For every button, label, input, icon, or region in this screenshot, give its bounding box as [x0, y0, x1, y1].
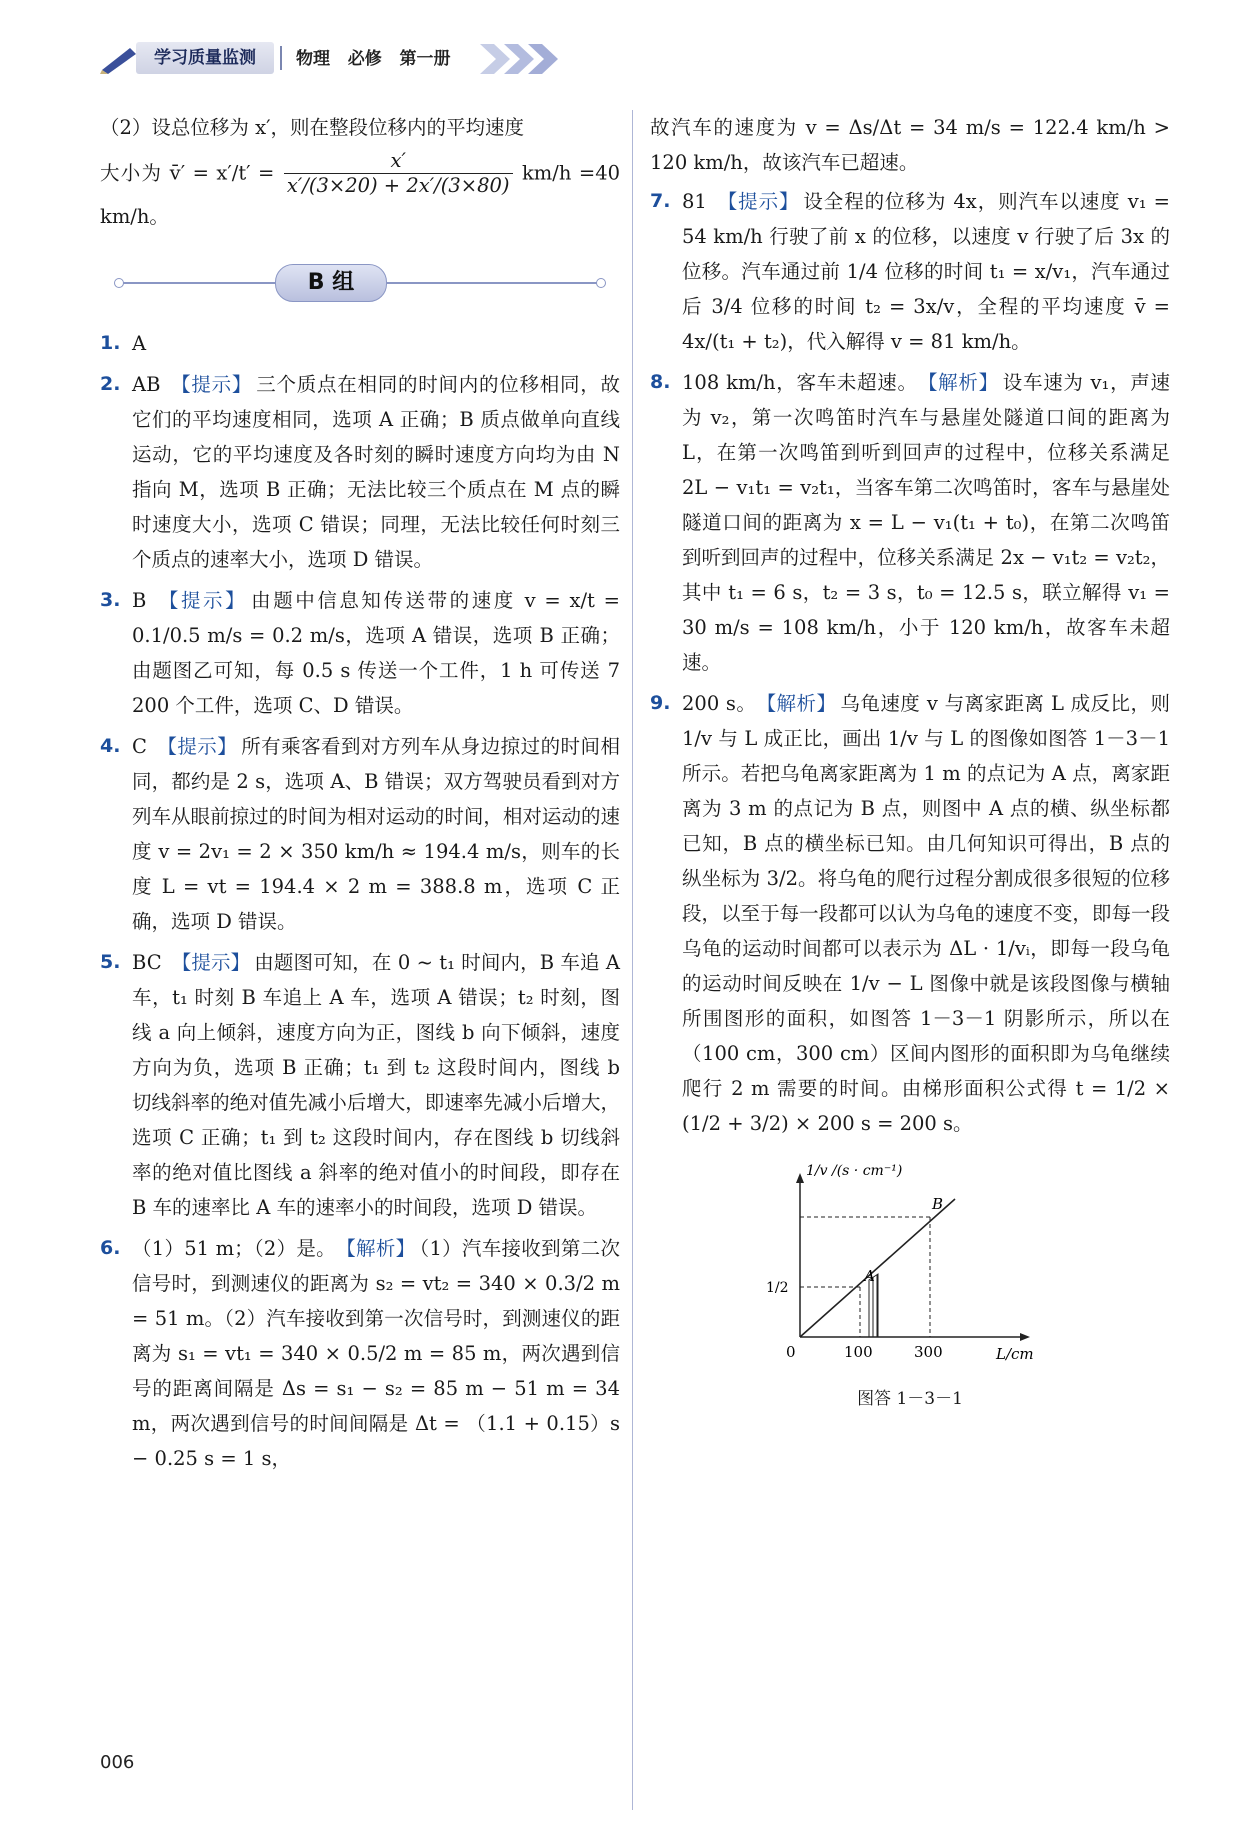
- item-explanation: 设车速为 v₁，声速为 v₂，第一次鸣笛时汽车与悬崖处隧道口间的距离为 L，在第一次鸣笛到听到回声的过程中，位移关系满足 2L − v₁t₁ = v₂t₁，当客车第二次鸣笛时，客车与悬崖处隧道口间的距离为 x = L − v₁(t₁ + t₀)，在第二次鸣笛到听到回声的过程中，位移关系满足 2x − v₁t₂ = v₂t₂，其中 t₁ = 6 s，t₂ = 3 s，t₀ = 12.5 s，联立解得 v₁ = 30 m/s = 108 km/h，小于 120 km/h，故客车未超速。: [682, 371, 1170, 674]
- analysis-tag: 【解析】: [345, 1236, 416, 1260]
- item-answer: 108 km/h，客车未超速。: [682, 371, 918, 394]
- answer-item-6: [100, 1231, 620, 1476]
- y-tick-half: 1/2: [766, 1280, 789, 1296]
- intro-line-1: （2）设总位移为 x′，则在整段位移内的平均速度: [100, 116, 525, 139]
- hint-tag: 【提示】: [171, 950, 251, 974]
- item-number: 2.: [100, 372, 121, 395]
- y-axis-label: 1/v /(s · cm⁻¹): [806, 1163, 903, 1179]
- intro-prefix: 大小为 v̄′ = x′/t′ =: [100, 161, 282, 185]
- analysis-tag: 【解析】: [927, 371, 999, 394]
- section-rule-end-right: [596, 278, 606, 288]
- page-number: 006: [100, 1752, 135, 1773]
- figure-1-3-1: [760, 1159, 1060, 1417]
- item-explanation: 三个质点在相同的时间内的位移相同，故它们的平均速度相同，选项 A 正确；B 质点做单向直线运动，它的平均速度及各时刻的瞬时速度方向均为由 N 指向 M，选项 B 正确；无法比较三个质点在 M 点的瞬时速度大小，选项 C 错误；同理，无法比较任何时刻三个质点的速率大小，选项 D 错误。: [132, 372, 620, 571]
- section-rule-end-left: [114, 278, 124, 288]
- item-answer: 81: [682, 190, 707, 213]
- item-explanation: 乌龟速度 v 与离家距离 L 成反比，则 1/v 与 L 成正比，画出 1/v 与 L 的图像如图答 1－3－1 所示。若把乌龟离家距离为 1 m 的点记为 A 点，离家距离为 3 m 的点记为 B 点，则图中 A 点的横、纵坐标都已知，B 点的横坐标已知。由几何知识可得出，B 点的纵坐标为 3/2。将乌龟的爬行过程分割成很多很短的位移段，以至于每一段都可以认为乌龟的速度不变，即每一段乌龟的运动时间都可以表示为 ΔL · 1/vᵢ，即每一段乌龟的运动时间反映在 1/v − L 图像中就是该段图像与横轴所围图形的面积，如图答 1－3－1 阴影所示，所以在（100 cm，300 cm）区间内图形的面积即为乌龟继续爬行 2 m 需要的时间。由梯形面积公式得 t = 1/2 × (1/2 + 3/2) × 200 s = 200 s。: [682, 692, 1170, 1135]
- y-axis-arrow: [796, 1173, 804, 1183]
- answer-item-3: [100, 583, 620, 723]
- item-number: 4.: [100, 734, 121, 757]
- analysis-tag: 【解析】: [766, 692, 837, 715]
- left-column: [100, 110, 620, 1482]
- item-number: 3.: [100, 588, 121, 611]
- section-title: B 组: [275, 264, 387, 302]
- item-number: 9.: [650, 692, 671, 714]
- intro-line-2: [100, 149, 620, 234]
- item-answer: BC: [132, 950, 162, 974]
- graph-inverse-velocity: [760, 1159, 1060, 1369]
- continued-text: 故汽车的速度为 v = Δs/Δt = 34 m/s = 122.4 km/h > 120 km/h，故该汽车已超速。: [650, 116, 1170, 174]
- hint-tag: 【提示】: [716, 190, 800, 213]
- x-tick-300: 300: [914, 1343, 943, 1361]
- section-header-b: [100, 262, 620, 302]
- item-number: 5.: [100, 950, 121, 973]
- intro-suffix: km/h =40 km/h。: [100, 161, 621, 228]
- figure-caption: 图答 1－3－1: [857, 1389, 963, 1409]
- item-answer: AB: [132, 372, 161, 396]
- answer-item-7: [650, 184, 1170, 359]
- intro-fraction-denominator: x′/(3×20) + 2x′/(3×80): [286, 174, 510, 198]
- answer-item-5: [100, 945, 620, 1225]
- intro-fraction-numerator: x′: [284, 149, 513, 174]
- item-number: 6.: [100, 1236, 121, 1259]
- series-badge: 学习质量监测: [136, 42, 274, 74]
- item-explanation: 设全程的位移为 4x，则汽车以速度 v₁ = 54 km/h 行驶了前 x 的位移，以速度 v 行驶了后 3x 的位移。汽车通过前 1/4 位移的时间 t₁ = x/v₁，汽车通过后 3/4 位移的时间 t₂ = 3x/v，全程的平均速度 v̄ = 4x/(t₁ + t₂)，代入解得 v = 81 km/h。: [682, 190, 1170, 353]
- hint-tag: 【提示】: [170, 372, 253, 396]
- item-number: 8.: [650, 371, 671, 393]
- item-explanation: 由题图可知，在 0 ~ t₁ 时间内，B 车追 A 车，t₁ 时刻 B 车追上 A 车，选项 A 错误；t₂ 时刻，图线 a 向上倾斜，速度方向为正，图线 b 向下倾斜，速度方向为负，选项 B 正确；t₁ 到 t₂ 这段时间内，图线 b 切线斜率的绝对值先减小后增大，即速率先减小后增大，选项 C 正确；t₁ 到 t₂ 这段时间内，存在图线 b 切线斜率的绝对值比图线 a 斜率的绝对值小的时间段，即存在 B 车的速率比 A 车的速率小的时间段，选项 D 错误。: [132, 950, 620, 1219]
- answer-item-2: [100, 367, 620, 577]
- pencil-icon: [100, 44, 140, 74]
- item-answer: 200 s。: [682, 692, 757, 715]
- item-explanation: （1）汽车接收到第二次信号时，到测速仪的距离为 s₂ = vt₂ = 340 × 0.3/2 m = 51 m。（2）汽车接收到第一次信号时，到测速仪的距离为 s₁ = vt₁ = 340 × 0.5/2 m = 85 m，两次遇到信号的距离间隔是 Δs = s₁ − s₂ = 85 m − 51 m = 34 m，两次遇到信号的时间间隔是 Δt = （1.1 + 0.15）s − 0.25 s = 1 s，: [132, 1236, 620, 1470]
- answer-item-8: [650, 365, 1170, 680]
- page-header: [100, 40, 580, 80]
- book-subtitle: 物理 必修 第一册: [296, 49, 451, 69]
- x-tick-100: 100: [844, 1343, 873, 1361]
- x-axis-label: L/cm: [996, 1345, 1034, 1363]
- item-answer: A: [132, 331, 147, 355]
- right-column: [650, 110, 1170, 1417]
- item-answer: B: [132, 588, 147, 612]
- hint-tag: 【提示】: [156, 734, 238, 758]
- point-a-label: A: [864, 1267, 875, 1285]
- answer-item-9: [650, 686, 1170, 1141]
- intro-fraction: [284, 149, 513, 199]
- origin-label: 0: [786, 1343, 796, 1361]
- item-explanation: 所有乘客看到对方列车从身边掠过的时间相同，都约是 2 s，选项 A、B 错误；双方驾驶员看到对方列车从眼前掠过的时间为相对运动的时间，相对运动的速度 v = 2v₁ = 2 × 350 km/h ≈ 194.4 m/s，则车的长度 L = vt = 194.4 × 2 m = 388.8 m，选项 C 正确，选项 D 错误。: [132, 734, 620, 933]
- hint-tag: 【提示】: [156, 588, 248, 612]
- item-explanation: 由题中信息知传送带的速度 v = x/t = 0.1/0.5 m/s = 0.2 m/s，选项 A 错误，选项 B 正确；由题图乙可知，每 0.5 s 传送一个工件，1 h 可传送 7 200 个工件，选项 C、D 错误。: [132, 588, 620, 717]
- item-number: 7.: [650, 190, 671, 212]
- header-separator: [280, 46, 282, 70]
- answer-item-4: [100, 729, 620, 939]
- item-answer: （1）51 m；（2）是。: [132, 1236, 336, 1260]
- item-number: 1.: [100, 331, 121, 354]
- column-divider: [632, 110, 633, 1810]
- chevron-arrows-icon: [480, 42, 590, 76]
- item-answer: C: [132, 734, 147, 758]
- answer-item-1: [100, 326, 620, 361]
- point-b-label: B: [932, 1195, 944, 1213]
- x-axis-arrow: [1020, 1333, 1030, 1341]
